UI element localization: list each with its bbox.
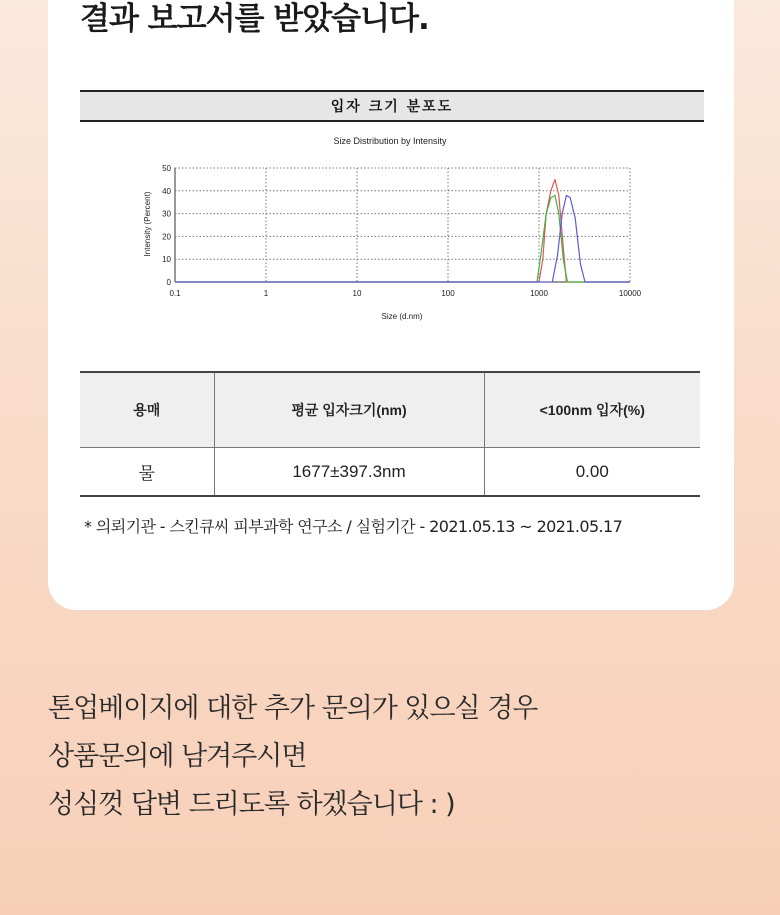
column-header-solvent: 용매	[80, 372, 214, 448]
y-axis-label: Intensity (Percent)	[143, 191, 152, 257]
column-header-under-100nm: <100nm 입자(%)	[484, 372, 700, 448]
cell-mean-size: 1677±397.3nm	[214, 448, 484, 497]
y-tick-label: 30	[162, 209, 171, 219]
table-row	[80, 448, 700, 497]
cell-solvent: 물	[80, 448, 214, 497]
size-distribution-chart	[80, 126, 704, 332]
x-tick-label: 0.1	[169, 289, 181, 298]
chart-ticks	[162, 164, 642, 298]
closing-message	[48, 690, 537, 834]
x-tick-label: 10	[352, 289, 362, 298]
y-tick-label: 50	[162, 164, 171, 173]
closing-line-1: 톤업베이지에 대한 추가 문의가 있으실 경우	[48, 693, 538, 724]
chart-header: 입자 크기 분포도	[80, 90, 704, 122]
closing-line-3: 성심껏 답변 드리도록 하겠습니다 : )	[48, 789, 455, 820]
column-header-mean-size: 평균 입자크기(nm)	[214, 372, 484, 448]
series-line-2	[175, 195, 630, 282]
cell-under-100nm: 0.00	[484, 448, 700, 497]
table-header-row	[80, 372, 700, 448]
headline: 결과 보고서를 받았습니다.	[80, 1, 429, 37]
x-tick-label: 10000	[618, 289, 642, 298]
chart-title: Size Distribution by Intensity	[333, 136, 447, 146]
closing-line-2: 상품문의에 남겨주시면	[48, 741, 307, 772]
chart-series	[175, 179, 630, 282]
x-axis-label: Size (d.nm)	[381, 312, 423, 321]
y-tick-label: 0	[166, 278, 171, 287]
x-tick-label: 1000	[530, 289, 548, 298]
x-tick-label: 100	[441, 289, 455, 298]
series-line-1	[175, 179, 630, 282]
particle-size-table	[80, 371, 700, 497]
y-tick-label: 10	[162, 255, 171, 265]
footnote: * 의뢰기관 - 스킨큐씨 피부과학 연구소 / 실험기간 - 2021.05.13 ~ 2021.05.17	[84, 517, 623, 536]
y-tick-label: 40	[162, 186, 171, 196]
x-tick-label: 1	[263, 289, 269, 298]
y-tick-label: 20	[162, 232, 171, 242]
